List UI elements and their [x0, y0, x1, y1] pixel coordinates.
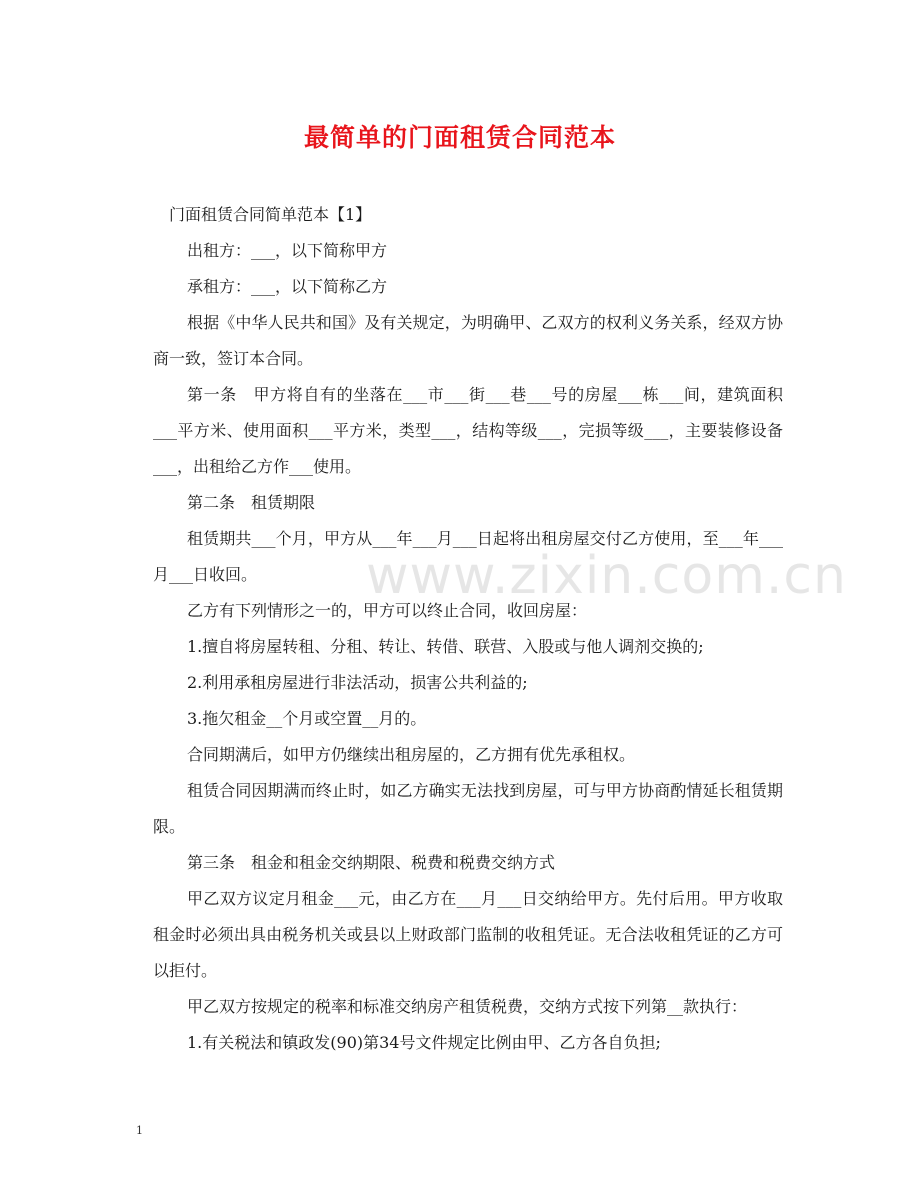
watermark-text: www.zixin.com.cn — [366, 546, 847, 606]
article-three-heading: 第三条 租金和租金交纳期限、税费和税费交纳方式 — [187, 853, 556, 872]
preamble-paragraph: 根据《中华人民共和国》及有关规定，为明确甲、乙双方的权利义务关系，经双方协商一致，签订本合同。 — [153, 313, 783, 368]
article-two-heading: 第二条 租赁期限 — [187, 493, 316, 512]
article-one-paragraph: 第一条 甲方将自有的坐落在___市___街___巷___号的房屋___栋___间，建筑面积___平方米、使用面积___平方米，类型___，结构等级___，完损等级___，主要装修设备___，出租给乙方作___使用。 — [153, 385, 783, 476]
lessee-line: 承租方：___，以下简称乙方 — [187, 277, 388, 296]
document-title: 最简单的门面租赁合同范本 — [303, 123, 616, 152]
page-number: 1 — [136, 1124, 143, 1137]
tax-paragraph: 甲乙双方按规定的税率和标准交纳房产租赁税费，交纳方式按下列第__款执行： — [187, 997, 748, 1016]
termination-item-2: 2.利用承租房屋进行非法活动，损害公共利益的; — [187, 673, 528, 692]
section-heading: 门面租赁合同简单范本【1】 — [169, 205, 372, 224]
document-body — [153, 197, 783, 1061]
termination-item-1: 1.擅自将房屋转租、分租、转让、转借、联营、入股或与他人调剂交换的; — [187, 637, 704, 656]
lease-term-paragraph: 租赁期共___个月，甲方从___年___月___日起将出租房屋交付乙方使用，至___年___月___日收回。 — [153, 529, 783, 584]
termination-item-3: 3.拖欠租金__个月或空置__月的。 — [187, 709, 427, 728]
rent-payment-paragraph: 甲乙双方议定月租金___元，由乙方在___月___日交纳给甲方。先付后用。甲方收取租金时必须出具由税务机关或县以上财政部门监制的收租凭证。无合法收租凭证的乙方可以拒付。 — [153, 889, 783, 980]
tax-item-1: 1.有关税法和镇政发(90)第34号文件规定比例由甲、乙方各自负担; — [187, 1033, 661, 1052]
termination-intro: 乙方有下列情形之一的，甲方可以终止合同，收回房屋： — [187, 601, 588, 620]
renewal-priority-paragraph: 合同期满后，如甲方仍继续出租房屋的，乙方拥有优先承租权。 — [187, 745, 636, 764]
extension-paragraph: 租赁合同因期满而终止时，如乙方确实无法找到房屋，可与甲方协商酌情延长租赁期限。 — [153, 781, 783, 836]
lessor-line: 出租方：___，以下简称甲方 — [187, 241, 388, 260]
